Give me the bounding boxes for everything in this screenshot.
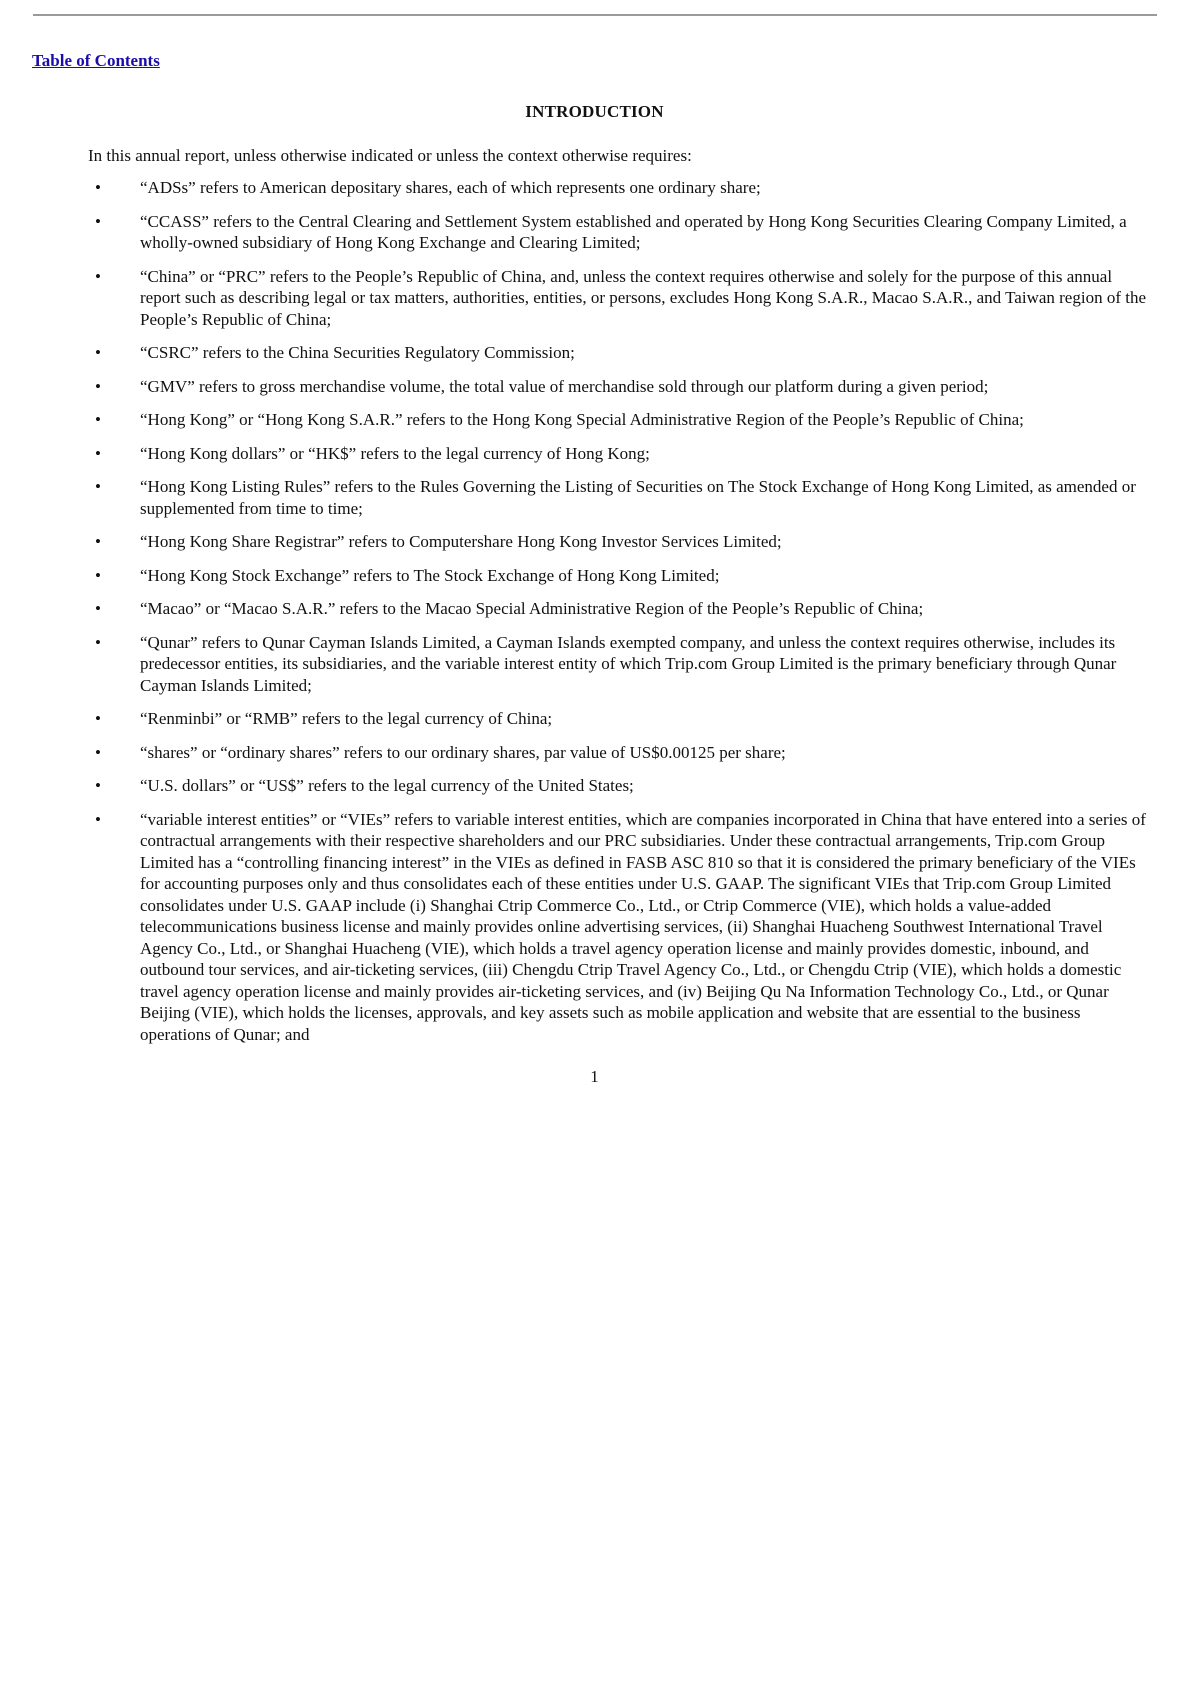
definition-text: “CCASS” refers to the Central Clearing and Settlement System established and operated by Hong Kong Securities Clearing Company Limited, a wholly-owned subsidiary of Hong Kong Exchange and Clearing Limited; [140,211,1127,252]
list-item [95,632,1150,697]
bullet: • [95,742,101,762]
list-item [95,443,1150,465]
definition-text: “variable interest entities” or “VIEs” refers to variable interest entities, which are companies incorporated in China that have entered into a series of contractual arrangements with their respective shareholders and our PRC subsidiaries. Under these contractual arrangements, Trip.com Group Limited has a “controlling financing interest” in the VIEs as defined in FASB ASC 810 so that it is considered the primary beneficiary of the VIEs for accounting purposes only and thus consolidates each of these entities under U.S. GAAP. The significant VIEs that Trip.com Group Limited consolidates under U.S. GAAP include (i) Shanghai Ctrip Commerce Co., Ltd., or Ctrip Commerce (VIE), which holds a value-added telecommunications business license and mainly provides online advertising services, (ii) Shanghai Huacheng Southwest International Travel Agency Co., Ltd., or Shanghai Huacheng (VIE), which holds a travel agency operation license and mainly provides domestic, inbound, and outbound tour services, and air-ticketing services, (iii) Chengdu Ctrip Travel Agency Co., Ltd., or Chengdu Ctrip (VIE), which holds a domestic travel agency operation license and mainly provides air-ticketing services, and (iv) Beijing Qu Na Information Technology Co., Ltd., or Qunar Beijing (VIE), which holds the licenses, approvals, and key assets such as mobile application and website that are essential to the business operations of Qunar; and [140,809,1146,1044]
definition-text: “Hong Kong Listing Rules” refers to the Rules Governing the Listing of Securities on The Stock Exchange of Hong Kong Limited, as amended or supplemented from time to time; [140,477,1136,518]
bullet: • [95,632,101,652]
list-item [95,211,1150,254]
definition-text: “U.S. dollars” or “US$” refers to the legal currency of the United States; [140,776,634,795]
bullet: • [95,211,101,231]
list-item [95,266,1150,331]
definition-text: “Renminbi” or “RMB” refers to the legal currency of China; [140,709,553,728]
bullet: • [95,178,101,197]
definition-text: “Hong Kong Stock Exchange” refers to The Stock Exchange of Hong Kong Limited; [140,565,720,585]
bullet: • [95,565,101,585]
definition-text: “ADSs” refers to American depositary shares, each of which represents one ordinary share; [140,178,761,197]
bullet: • [95,410,101,429]
definition-text: “CSRC” refers to the China Securities Regulatory Commission; [140,343,575,362]
list-item [95,177,1150,199]
list-item [95,531,1150,553]
list-item [95,409,1150,431]
table-of-contents-link[interactable]: Table of Contents [32,51,160,70]
bullet: • [95,443,101,463]
definition-text: “Qunar” refers to Qunar Cayman Islands Limited, a Cayman Islands exempted company, and unless the context requires otherwise, includes its predecessor entities, its subsidiaries, and the variable interest entity of which Trip.com Group Limited is the primary beneficiary through Qunar Cayman Islands Limited; [140,632,1117,695]
definition-text: “China” or “PRC” refers to the People’s Republic of China, and, unless the context requires otherwise and solely for the purpose of this annual report such as describing legal or tax matters, authorities, entities, or persons, excludes Hong Kong S.A.R., Macao S.A.R., and Taiwan region of the People’s Republic of China; [140,266,1146,329]
definition-text: “GMV” refers to gross merchandise volume, the total value of merchandise sold through our platform during a given period; [140,376,989,396]
definition-text: “shares” or “ordinary shares” refers to our ordinary shares, par value of US$0.00125 per share; [140,742,786,762]
bullet: • [95,266,101,286]
list-item [95,376,1150,398]
bullet: • [95,532,101,551]
definition-text: “Hong Kong Share Registrar” refers to Computershare Hong Kong Investor Services Limited; [140,532,782,551]
page-title: INTRODUCTION [525,102,664,121]
bullet: • [95,343,101,362]
bullet: • [95,809,101,829]
top-rule [33,14,1157,16]
list-item [95,708,1150,730]
bullet: • [95,477,101,496]
bullet: • [95,709,101,728]
list-item [95,775,1150,797]
list-item [95,565,1150,587]
bullet: • [95,776,101,795]
list-item [95,742,1150,764]
definition-text: “Hong Kong dollars” or “HK$” refers to the legal currency of Hong Kong; [140,443,650,463]
list-item [95,809,1150,1046]
list-item [95,342,1150,364]
list-item [95,598,1150,620]
definitions-list [95,177,1150,1057]
bullet: • [95,376,101,396]
page-number: 1 [590,1067,599,1086]
definition-text: “Macao” or “Macao S.A.R.” refers to the Macao Special Administrative Region of the People’s Republic of China; [140,599,924,618]
list-item [95,476,1150,519]
bullet: • [95,599,101,618]
intro-paragraph: In this annual report, unless otherwise indicated or unless the context otherwise requires: [88,146,692,165]
definition-text: “Hong Kong” or “Hong Kong S.A.R.” refers to the Hong Kong Special Administrative Region of the People’s Republic of China; [140,410,1024,429]
